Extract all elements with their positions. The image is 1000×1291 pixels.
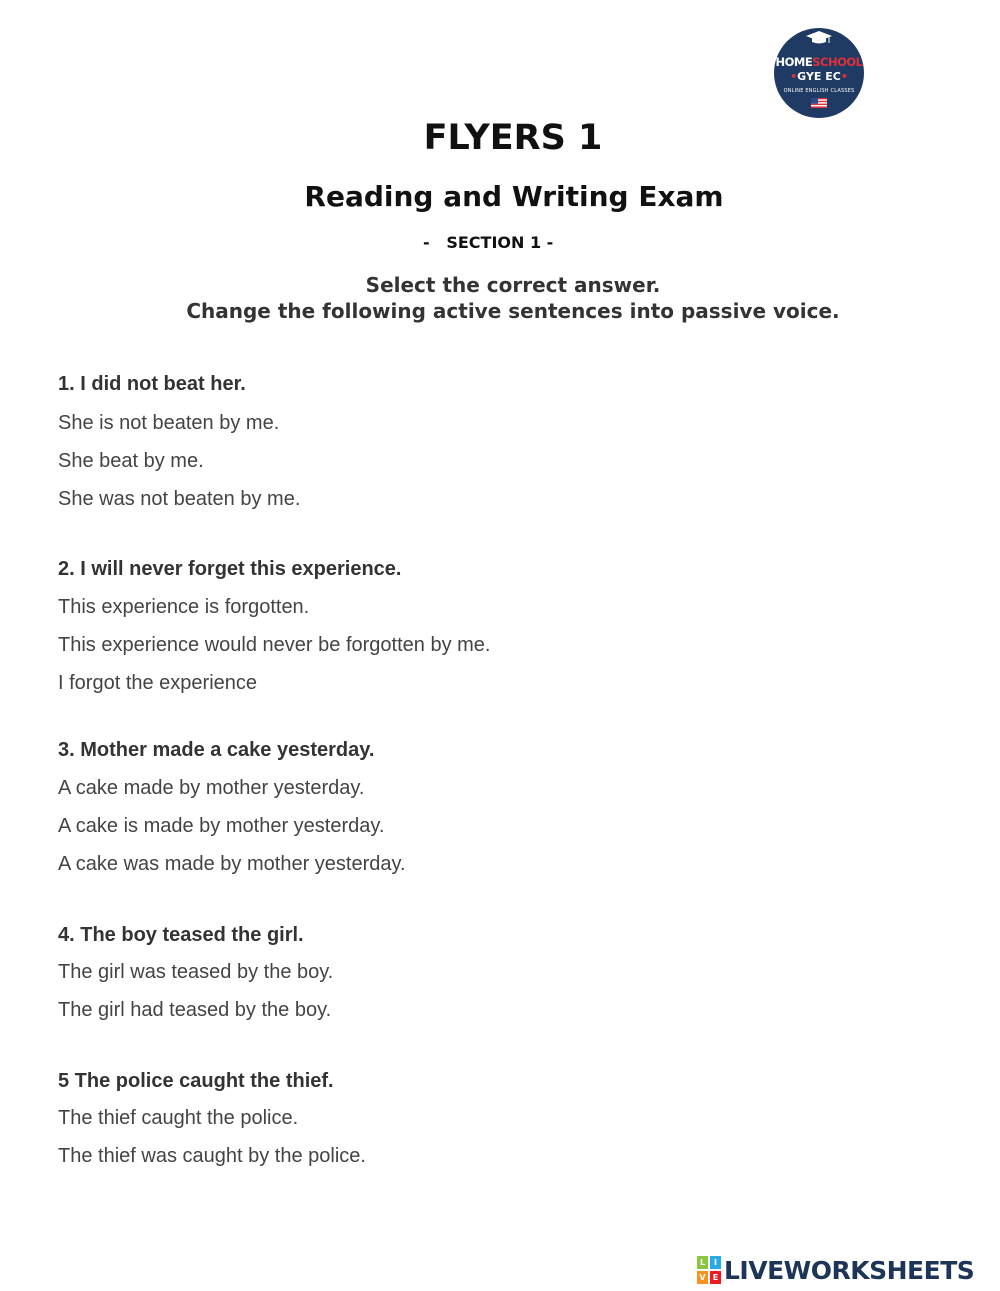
question-2-prompt: 2. I will never forget this experience. xyxy=(58,558,402,580)
question-3-prompt: 3. Mother made a cake yesterday. xyxy=(58,739,375,761)
question-4-option-2[interactable]: The girl had teased by the boy. xyxy=(58,999,332,1021)
graduation-cap-icon xyxy=(806,31,832,45)
question-5-option-1[interactable]: The thief caught the police. xyxy=(58,1107,299,1129)
question-4-option-1[interactable]: The girl was teased by the boy. xyxy=(58,961,334,983)
logo-school-text: SCHOOL xyxy=(812,55,863,69)
logo-home-text: HOME xyxy=(775,55,813,69)
question-3-option-1[interactable]: A cake made by mother yesterday. xyxy=(58,777,365,799)
block-v: V xyxy=(697,1271,708,1284)
block-i: I xyxy=(710,1256,721,1269)
logo-line-1 xyxy=(774,55,864,69)
school-logo xyxy=(774,28,864,118)
exam-subtitle: Reading and Writing Exam xyxy=(304,180,724,213)
question-1-option-2[interactable]: She beat by me. xyxy=(58,450,204,472)
block-l: L xyxy=(697,1256,708,1269)
section-label: - SECTION 1 - xyxy=(423,233,554,252)
logo-gye-text: GYE EC xyxy=(797,70,841,83)
question-3-option-3[interactable]: A cake was made by mother yesterday. xyxy=(58,853,406,875)
question-1-option-1[interactable]: She is not beaten by me. xyxy=(58,412,280,434)
question-4-prompt: 4. The boy teased the girl. xyxy=(58,924,304,946)
question-1-option-3[interactable]: She was not beaten by me. xyxy=(58,488,301,510)
question-2-option-3[interactable]: I forgot the experience xyxy=(58,672,258,694)
question-5-prompt: 5 The police caught the thief. xyxy=(58,1070,334,1092)
question-5-option-2[interactable]: The thief was caught by the police. xyxy=(58,1145,366,1167)
logo-line-2: •GYE EC• xyxy=(790,70,848,83)
liveworksheets-logo xyxy=(697,1255,974,1285)
liveworksheets-wordmark: LIVEWORKSHEETS xyxy=(724,1255,975,1285)
instruction-passive: Change the following active sentences into passive voice. xyxy=(186,299,840,323)
page-title: FLYERS 1 xyxy=(423,118,603,158)
question-3-option-2[interactable]: A cake is made by mother yesterday. xyxy=(58,815,385,837)
instruction-select: Select the correct answer. xyxy=(365,273,661,297)
us-flag-icon xyxy=(811,98,827,108)
question-2-option-1[interactable]: This experience is forgotten. xyxy=(58,596,310,618)
logo-tagline: ONLINE ENGLISH CLASSES xyxy=(783,88,855,94)
question-2-option-2[interactable]: This experience would never be forgotten by me. xyxy=(58,634,491,656)
question-1-prompt: 1. I did not beat her. xyxy=(58,373,246,395)
block-e: E xyxy=(710,1271,721,1284)
liveworksheets-blocks-icon xyxy=(697,1256,721,1284)
